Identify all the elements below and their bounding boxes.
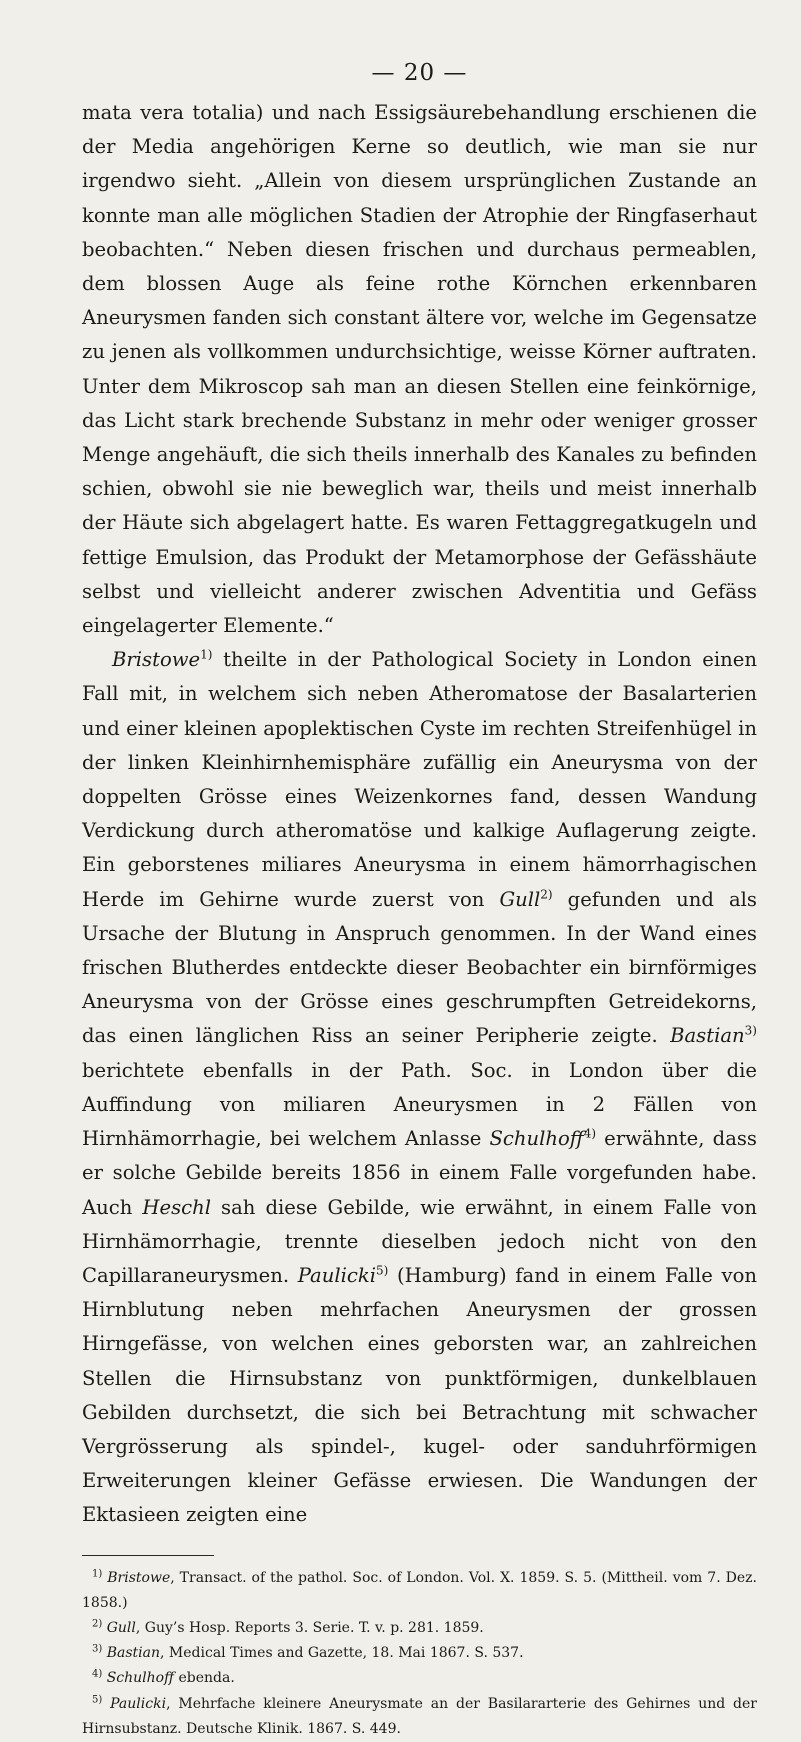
- footnote: [82, 1641, 757, 1666]
- author-name: Bastian: [670, 1024, 745, 1048]
- paragraph-text: (Hamburg) fand in einem Falle von Hirnblutung neben mehrfachen Aneurysmen der grossen Hirngefässe, von welchen eines geborsten war, an zahlreichen Stellen die Hirnsubstanz von punktförmigen, dunkelblauen Gebilden durchsetzt, die sich bei Betrachtung mit schwacher Vergrösserung als spindel-, kugel- oder sanduhrförmigen Erweiterungen kleiner Gefässe erwiesen. Die Wandungen der Ektasieen zeigten eine: [82, 1263, 758, 1527]
- footnote-author: Bristowe: [107, 1569, 171, 1586]
- paragraph-text: gefunden und als Ursache der Blutung in Anspruch genommen. In der Wand eines frischen Blutherdes entdeckte dieser Beobachter ein birnförmiges Aneurysma von der Grösse eines geschrumpften Getreidekorns, das einen länglichen Riss an seiner Peripherie zeigte.: [82, 887, 757, 1048]
- footnote: [82, 1666, 757, 1691]
- author-name: Paulicki: [297, 1263, 376, 1287]
- footnote-reference: 4): [583, 1126, 597, 1141]
- footnote-marker: 4): [92, 1668, 103, 1680]
- paragraph: [82, 643, 757, 1532]
- footnotes: [82, 1566, 757, 1742]
- footnote-reference: 1): [200, 647, 213, 662]
- footnote-text: , Medical Times and Gazette, 18. Mai 1867. S. 537.: [160, 1645, 524, 1662]
- paragraph-text: erwähnte, dass er solche Gebilde bereits 1856 in einem Falle vorgefunden habe. Auch: [82, 1127, 757, 1219]
- footnote-divider: [82, 1555, 214, 1556]
- paragraph-text: sah diese Gebilde, wie erwähnt, in einem Falle von Hirnhämorrhagie, trennte dieselben jedoch nicht von den Capillaraneurysmen.: [82, 1195, 757, 1287]
- author-name: Heschl: [142, 1195, 212, 1219]
- footnote-text: ebenda.: [174, 1670, 235, 1687]
- footnote-author: Bastian: [106, 1645, 161, 1662]
- footnote-marker: 1): [92, 1567, 103, 1579]
- footnote-author: Paulicki: [110, 1695, 167, 1712]
- author-name: Schulhoff: [489, 1127, 584, 1151]
- paragraph-text: mata vera totalia) und nach Essigsäurebehandlung erschienen die der Media angehörigen Kerne so deutlich, wie man sie nur irgendwo sieht. „Allein von diesem ursprünglichen Zustande an konnte man alle möglichen Stadien der Atrophie der Ringfaserhaut beobachten.“ Neben diesen frischen und durchaus permeablen, dem blossen Auge als feine rothe Körnchen erkennbaren Aneurysmen fanden sich constant ältere vor, welche im Gegensatze zu jenen als vollkommen undurchsichtige, weisse Körner auftraten. Unter dem Mikroscop sah man an diesen Stellen eine feinkörnige, das Licht stark brechende Substanz in mehr oder weniger grosser Menge angehäuft, die sich theils innerhalb des Kanales zu befinden schien, obwohl sie nie beweglich war, theils und meist innerhalb der Häute sich abgelagert hatte. Es waren Fettaggregatkugeln und fettige Emulsion, das Produkt der Metamorphose der Gefässhäute selbst und vielleicht anderer zwischen Adventitia und Gefäss eingelagerter Elemente.“: [82, 101, 757, 638]
- author-name: Gull: [499, 887, 541, 911]
- footnote-text: , Mehrfache kleinere Aneurysmate an der Basilararterie des Gehirnes und der Hirnsubstanz. Deutsche Klinik. 1867. S. 449.: [82, 1695, 757, 1737]
- footnote: [82, 1692, 757, 1742]
- footnote: [82, 1616, 757, 1641]
- footnote-marker: 3): [92, 1643, 103, 1655]
- footnote-text: , Transact. of the pathol. Soc. of London. Vol. X. 1859. S. 5. (Mittheil. vom 7. Dez. 1858.): [82, 1569, 757, 1611]
- footnote-reference: 3): [744, 1023, 757, 1038]
- footnote: [82, 1566, 757, 1616]
- body-text: [82, 96, 757, 1533]
- page-number: — 20 —: [371, 60, 468, 86]
- paragraph-text: berichtete ebenfalls in der Path. Soc. in London über die Auffindung von miliaren Aneurysmen in 2 Fällen von Hirnhämorrhagie, bei welchem Anlasse: [82, 1058, 757, 1151]
- footnote-reference: 2): [540, 887, 553, 902]
- paragraph: [82, 96, 757, 643]
- author-name: Bristowe: [112, 648, 201, 672]
- paragraph-text: theilte in der Pathological Society in London einen Fall mit, in welchem sich neben Atheromatose der Basalarterien und einer kleinen apoplektischen Cyste im rechten Streifenhügel in der linken Kleinhirnhemisphäre zufällig ein Aneurysma von der doppelten Grösse eines Weizenkornes fand, dessen Wandung Verdickung durch atheromatöse und kalkige Auflagerung zeigte. Ein geborstenes miliares Aneurysma in einem hämorrhagischen Herde im Gehirne wurde zuerst von: [82, 648, 757, 911]
- footnote-reference: 5): [376, 1263, 389, 1278]
- footnote-marker: 2): [92, 1618, 103, 1630]
- footnote-author: Schulhoff: [106, 1670, 175, 1687]
- footnote-text: , Guy’s Hosp. Reports 3. Serie. T. v. p. 281. 1859.: [135, 1619, 484, 1636]
- footnote-marker: 5): [92, 1693, 103, 1705]
- footnote-author: Gull: [106, 1619, 136, 1636]
